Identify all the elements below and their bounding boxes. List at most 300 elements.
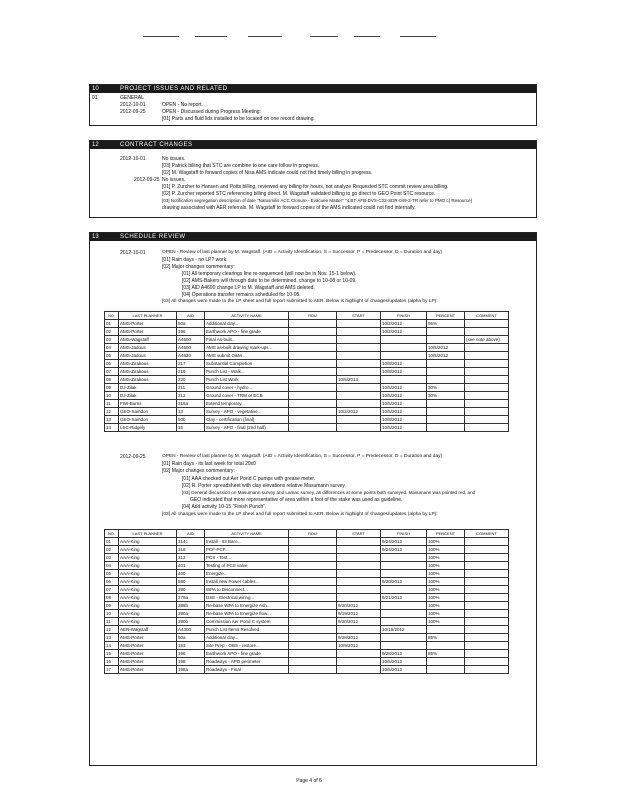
table-cell: 50a xyxy=(177,320,205,328)
section-title: SCHEDULE REVIEW xyxy=(120,234,186,240)
table-cell xyxy=(465,376,509,384)
table-cell: 318 xyxy=(177,546,205,554)
table-cell xyxy=(381,562,427,570)
table-row xyxy=(105,650,509,658)
table-cell: 13 xyxy=(177,408,205,416)
table-cell: AMS-Porter xyxy=(119,642,177,650)
table-cell xyxy=(427,416,465,424)
table-cell: AAA-King xyxy=(119,602,177,610)
table-header-row xyxy=(105,530,509,538)
table-cell xyxy=(465,610,509,618)
table-row xyxy=(105,626,509,634)
table-cell: 10 xyxy=(105,610,119,618)
table-row xyxy=(105,384,509,392)
table-cell xyxy=(465,562,509,570)
table-cell: 04 xyxy=(105,562,119,570)
table-row xyxy=(105,336,509,344)
entry-date: 2012-09-25 xyxy=(120,109,146,115)
table-cell xyxy=(289,344,337,352)
table-cell: 50a xyxy=(177,634,205,642)
table-cell xyxy=(289,328,337,336)
table-cell: A4600 xyxy=(177,344,205,352)
table-cell: 9/28/2012 xyxy=(381,650,427,658)
table-cell xyxy=(289,352,337,360)
table-cell xyxy=(465,408,509,416)
table-cell: 100% xyxy=(427,602,465,610)
table-cell: Ground cover - hydro... xyxy=(205,384,289,392)
lp-table-1 xyxy=(104,311,509,432)
table-cell xyxy=(289,384,337,392)
table-cell xyxy=(381,602,427,610)
table-row xyxy=(105,618,509,626)
table-cell xyxy=(289,320,337,328)
table-cell: 212 xyxy=(177,392,205,400)
table-cell: 100% xyxy=(427,570,465,578)
table-row xyxy=(105,392,509,400)
table-cell xyxy=(427,376,465,384)
table-cell: 10/2/2012 xyxy=(381,328,427,336)
table-cell: 198a xyxy=(177,666,205,674)
table-cell xyxy=(289,634,337,642)
table-cell xyxy=(465,578,509,586)
table-cell: 06 xyxy=(105,360,119,368)
table-cell: 12 xyxy=(105,408,119,416)
column-header: AID xyxy=(177,312,205,320)
table-cell: 04 xyxy=(105,344,119,352)
table-cell: AMS-Jadous xyxy=(119,352,177,360)
column-header: ACTIVITY NAME xyxy=(205,530,289,538)
table-row xyxy=(105,416,509,424)
entry-text: drawing associated with AER referrals. M. Wagstaff to forward copies of the AMS indicated could not find internally. xyxy=(162,205,416,211)
table-cell xyxy=(427,368,465,376)
table-row xyxy=(105,328,509,336)
table-row xyxy=(105,586,509,594)
table-cell xyxy=(465,650,509,658)
table-cell: 01 xyxy=(105,538,119,546)
table-cell xyxy=(427,626,465,634)
column-header: NO. xyxy=(105,530,119,538)
page-footer: Page 4 of 6 xyxy=(296,778,322,784)
table-cell: 183 xyxy=(177,642,205,650)
table-cell: (see note above) xyxy=(465,336,509,344)
table-cell: Substantial Completion xyxy=(205,360,289,368)
table-cell xyxy=(427,400,465,408)
table-cell xyxy=(381,344,427,352)
table-cell xyxy=(337,538,381,546)
table-row xyxy=(105,578,509,586)
table-cell: 10/9/2012 xyxy=(337,642,381,650)
table-cell: 13 xyxy=(105,634,119,642)
table-cell xyxy=(337,368,381,376)
table-cell: Re-base WPA to Energize flow... xyxy=(205,610,289,618)
column-header: LAST PLANNER xyxy=(119,530,177,538)
table-cell: AAA-King xyxy=(119,570,177,578)
column-header: PERCENT xyxy=(427,312,465,320)
table-cell: 12 xyxy=(105,626,119,634)
table-cell: Earthwork APO - fine grade xyxy=(205,328,289,336)
table-cell: 08 xyxy=(105,376,119,384)
table-cell: 312 xyxy=(177,554,205,562)
column-header: FINISH xyxy=(381,312,427,320)
section-10 xyxy=(89,84,537,126)
table-cell: 10/5/2012 xyxy=(427,344,465,352)
table-row xyxy=(105,610,509,618)
block-line: [01] AAA checked out Aer Pond C pumps with grease meter. xyxy=(182,476,316,482)
table-cell: Earthwork APO - fine grade xyxy=(205,650,289,658)
table-cell xyxy=(465,634,509,642)
table-cell xyxy=(337,554,381,562)
section-title: PROJECT ISSUES AND RELATED xyxy=(120,86,228,92)
table-cell: 10/5/2012 xyxy=(381,424,427,432)
table-cell xyxy=(289,666,337,674)
table-cell xyxy=(465,320,509,328)
table-cell: LEC-Ridgely xyxy=(119,424,177,432)
block-line: [02] Major changes commentary: xyxy=(162,468,235,474)
table-cell: 9/28/2012 xyxy=(337,634,381,642)
column-header: COMMENT xyxy=(465,312,509,320)
table-cell xyxy=(381,554,427,562)
table-cell: 10/5/2012 xyxy=(427,352,465,360)
table-cell: Site Prep - OBS - restore... xyxy=(205,642,289,650)
table-row xyxy=(105,562,509,570)
table-cell: Install - 03 Baro... xyxy=(205,538,289,546)
entry-text: [03] Notification segregation description of date "Natusmilis ACC Closure - Evacuee Matter" "4.BT-AFB-DVS-C22-SDR-049-2-TR refer to PMO c) Resource) xyxy=(162,198,473,203)
table-cell: 390a xyxy=(177,610,205,618)
table-cell: AMS-Porter xyxy=(119,666,177,674)
table-cell: AAA-King xyxy=(119,594,177,602)
table-cell: 08 xyxy=(105,594,119,602)
table-cell xyxy=(381,352,427,360)
table-cell: Install new Power cables... xyxy=(205,578,289,586)
table-cell xyxy=(337,400,381,408)
table-cell xyxy=(465,416,509,424)
table-cell xyxy=(381,376,427,384)
table-cell xyxy=(289,376,337,384)
entry-text: [01] Parts and fluid lids installed to be located on one record drawing. xyxy=(162,116,315,122)
table-cell: 10/15/2012 xyxy=(381,626,427,634)
table-cell: 211 xyxy=(177,384,205,392)
block-line: [02] R. Porter spreadsheet with clay elevations relative Masumann survey. xyxy=(182,483,346,489)
table-cell: 13 xyxy=(105,416,119,424)
table-cell: 05 xyxy=(105,352,119,360)
entry-date: 2012-10-01 xyxy=(120,156,146,162)
section-12 xyxy=(89,140,537,218)
column-header: COMMENT xyxy=(465,530,509,538)
table-cell xyxy=(289,562,337,570)
table-cell: PCS - Test... xyxy=(205,554,289,562)
table-row xyxy=(105,400,509,408)
table-cell: 9/24/2012 xyxy=(381,538,427,546)
table-cell: 85% xyxy=(427,634,465,642)
table-cell xyxy=(465,368,509,376)
table-cell: 100% xyxy=(427,578,465,586)
table-cell: AAA-King xyxy=(119,586,177,594)
table-cell: AAA-King xyxy=(119,562,177,570)
table-row xyxy=(105,554,509,562)
block-line: [03] AID A4600 change LP to M. Wagstaff and AMS deleted. xyxy=(182,285,315,291)
table-cell: 15 xyxy=(177,424,205,432)
table-cell xyxy=(465,328,509,336)
table-cell: AMS-Jadous xyxy=(119,344,177,352)
block-date: 2012-10-01 xyxy=(120,250,146,256)
table-cell xyxy=(337,666,381,674)
table-cell xyxy=(289,618,337,626)
column-header: START xyxy=(337,312,381,320)
table-cell: 390 xyxy=(177,586,205,594)
table-cell xyxy=(427,642,465,650)
table-cell: 03 xyxy=(105,336,119,344)
table-cell xyxy=(381,634,427,642)
table-cell: 100% xyxy=(427,562,465,570)
entry-text: OPEN - Discussed during Progress Meeting: xyxy=(162,109,261,115)
section-number: 12 xyxy=(92,142,99,148)
table-cell: 10/2/2012 xyxy=(381,320,427,328)
table-cell: 10/5/2012 xyxy=(381,658,427,666)
block-date: 2012-09-25 xyxy=(120,454,146,460)
table-cell xyxy=(289,570,337,578)
table-cell: AAA-King xyxy=(119,554,177,562)
table-cell: AAA-King xyxy=(119,578,177,586)
table-cell: Roadways - Final xyxy=(205,666,289,674)
table-cell: Additional clay... xyxy=(205,320,289,328)
table-cell: 401 xyxy=(177,562,205,570)
table-cell xyxy=(289,594,337,602)
table-cell: 01 xyxy=(105,320,119,328)
table-cell: Punch List - Walk... xyxy=(205,368,289,376)
table-row xyxy=(105,546,509,554)
table-cell xyxy=(427,336,465,344)
entry-text: OPEN - No report. xyxy=(162,102,203,108)
table-cell: 100% xyxy=(427,618,465,626)
table-cell: 196 xyxy=(177,328,205,336)
table-cell xyxy=(465,626,509,634)
table-cell: AAA-King xyxy=(119,546,177,554)
table-cell xyxy=(465,554,509,562)
table-cell xyxy=(465,618,509,626)
table-cell xyxy=(381,570,427,578)
table-row xyxy=(105,594,509,602)
table-cell: Survey - APO - final (2nd half) xyxy=(205,424,289,432)
table-row xyxy=(105,642,509,650)
table-cell: 06 xyxy=(105,578,119,586)
table-cell xyxy=(337,424,381,432)
table-cell xyxy=(337,328,381,336)
table-cell: 279a xyxy=(177,594,205,602)
table-cell: DJ-Zilak xyxy=(119,392,177,400)
table-cell: AMS-Zirakous xyxy=(119,360,177,368)
table-cell xyxy=(289,424,337,432)
table-cell: 09 xyxy=(105,602,119,610)
table-cell: 05 xyxy=(105,570,119,578)
entry-text: [02] P. Zurcher reported STC referencing billing direct. M. Wagstaff validated billing to go direct to GEO Point STC resource. xyxy=(162,191,436,197)
column-header: FINISH xyxy=(381,530,427,538)
table-cell: Punch List Items Resolved xyxy=(205,626,289,634)
table-cell: Re-base WPA to Energize Ash... xyxy=(205,602,289,610)
table-cell: 10/5/2012 xyxy=(381,666,427,674)
table-cell xyxy=(427,424,465,432)
table-cell: AMS-Porter xyxy=(119,634,177,642)
table-cell xyxy=(465,666,509,674)
table-cell xyxy=(289,602,337,610)
table-cell: 10/5/2012 xyxy=(381,392,427,400)
table-row xyxy=(105,538,509,546)
section-13-header xyxy=(90,233,536,241)
table-cell xyxy=(337,594,381,602)
table-cell: 100% xyxy=(427,586,465,594)
table-cell: Survey - APO - vegetative... xyxy=(205,408,289,416)
section-title: CONTRACT CHANGES xyxy=(120,142,193,148)
table-row xyxy=(105,368,509,376)
block-line: OPEN - Review of last planner by M. Wagstaff. (AID = Activity Identification, S = Successor, P = Predecessor, D = Duration and day) xyxy=(162,454,443,459)
table-cell: 50b xyxy=(177,416,205,424)
table-cell: 09 xyxy=(105,384,119,392)
table-cell xyxy=(289,658,337,666)
section-number: 10 xyxy=(92,86,99,92)
table-cell: 11 xyxy=(105,400,119,408)
column-header: ACTIVITY NAME xyxy=(205,312,289,320)
table-cell: AAA-King xyxy=(119,610,177,618)
table-cell xyxy=(465,538,509,546)
table-cell: AMS as-built drawing mark-ups... xyxy=(205,344,289,352)
entry-text: No issues. xyxy=(162,177,186,183)
table-cell: WPA to Disconnect... xyxy=(205,586,289,594)
table-cell xyxy=(465,392,509,400)
table-row xyxy=(105,424,509,432)
table-cell xyxy=(381,610,427,618)
table-cell xyxy=(289,626,337,634)
table-cell xyxy=(337,578,381,586)
column-header: START xyxy=(337,530,381,538)
section-13 xyxy=(89,232,537,766)
table-cell xyxy=(465,400,509,408)
section-10-header xyxy=(90,85,536,93)
column-header: NO. xyxy=(105,312,119,320)
table-cell xyxy=(337,320,381,328)
table-cell xyxy=(337,416,381,424)
table-cell: 10 xyxy=(105,392,119,400)
section-12-header xyxy=(90,141,536,149)
table-cell: 16 xyxy=(105,658,119,666)
table-cell xyxy=(337,384,381,392)
table-cell xyxy=(337,658,381,666)
table-cell: Testing of PCS valve xyxy=(205,562,289,570)
table-cell xyxy=(465,642,509,650)
block-line: [04] Add activity 10-15 "Finish Punch". xyxy=(182,504,267,510)
table-row xyxy=(105,570,509,578)
table-cell: 580 xyxy=(177,578,205,586)
table-cell: 10/2/2012 xyxy=(337,408,381,416)
block-line: [01] Rain days - its last week for total 20x0 xyxy=(162,461,256,467)
table-cell xyxy=(337,392,381,400)
table-row xyxy=(105,320,509,328)
table-cell: GEO-Saindon xyxy=(119,408,177,416)
table-cell: AMS-Zirakous xyxy=(119,376,177,384)
block-line: [03] General discussion on Masumann survey and Lamac survey, as differences at some points both surveyed. Masumann was pointed red, and xyxy=(182,490,476,495)
table-cell xyxy=(289,360,337,368)
table-cell xyxy=(465,586,509,594)
table-cell: Punch List Work xyxy=(205,376,289,384)
table-cell xyxy=(337,546,381,554)
table-cell xyxy=(465,360,509,368)
table-cell: Roadways - APO perimeter xyxy=(205,658,289,666)
table-cell: 10/8/2012 xyxy=(381,416,427,424)
lp-table-2 xyxy=(104,529,509,674)
table-cell: 390b xyxy=(177,618,205,626)
table-cell xyxy=(465,424,509,432)
table-row xyxy=(105,634,509,642)
table-cell: 10/5/2012 xyxy=(381,408,427,416)
entry-text: [02] M. Wagstaff to forward copies of Nisa AMS indicate could not find timely billing in progress. xyxy=(162,170,373,176)
table-cell xyxy=(337,586,381,594)
table-cell: AAA-King xyxy=(119,618,177,626)
block-line: [02] Major changes commentary: xyxy=(162,264,235,270)
table-cell: 314c xyxy=(177,538,205,546)
table-row xyxy=(105,408,509,416)
table-cell xyxy=(289,392,337,400)
table-cell: 17 xyxy=(105,666,119,674)
table-cell: 100% xyxy=(427,554,465,562)
table-cell: AMS-Zirakous xyxy=(119,368,177,376)
table-cell: 9/20/2012 xyxy=(337,602,381,610)
table-cell: 11 xyxy=(105,618,119,626)
table-cell: 100% xyxy=(427,594,465,602)
block-line: [01] All temporary clearings line re-sequenced (will now be in Nov. 15-1 below). xyxy=(182,271,357,277)
table-cell xyxy=(289,554,337,562)
table-cell: FWI-Burns xyxy=(119,400,177,408)
table-cell: 400 xyxy=(177,570,205,578)
table-cell xyxy=(289,610,337,618)
table-cell: DJ-Zilak xyxy=(119,384,177,392)
table-cell xyxy=(427,328,465,336)
table-cell: 07 xyxy=(105,586,119,594)
table-cell xyxy=(427,360,465,368)
table-cell: 03 xyxy=(105,554,119,562)
table-cell: 02 xyxy=(105,546,119,554)
table-cell: 95% xyxy=(427,320,465,328)
table-cell: 198 xyxy=(177,658,205,666)
block-line: [03] All changes were made to the LP sheet and full report submitted to AER. Below is highlight of changes/updates (alpha by LP): xyxy=(162,512,438,517)
block-line: GEO indicated that more representative of area within a foot of the stake was used as guideline. xyxy=(190,497,403,503)
table-cell xyxy=(289,416,337,424)
table-cell xyxy=(289,336,337,344)
table-cell xyxy=(381,586,427,594)
table-cell: Commission Aer Pond C system xyxy=(205,618,289,626)
block-line: [04] Operations transfer remains scheduled for 10-05. xyxy=(182,292,301,298)
table-cell: Clay - certification (final) xyxy=(205,416,289,424)
table-cell xyxy=(465,658,509,666)
column-header: LAST PLANNER xyxy=(119,312,177,320)
table-cell: 10/8/2012 xyxy=(381,368,427,376)
table-cell: AMS submit O&M ... xyxy=(205,352,289,360)
table-cell: 9/19/2012 xyxy=(337,610,381,618)
table-cell xyxy=(337,626,381,634)
table-cell xyxy=(465,546,509,554)
table-cell: Energize... xyxy=(205,570,289,578)
entry-text: No issues. xyxy=(162,156,186,162)
column-header: AID xyxy=(177,530,205,538)
entry-text: [03] Patrick billing that STC are combine to one care follow in progress. xyxy=(162,163,320,169)
table-cell xyxy=(289,408,337,416)
table-cell: AMS-Porter xyxy=(119,328,177,336)
subsection-number: 01 xyxy=(92,95,98,101)
table-cell: Ground cover - TRM or ECB xyxy=(205,392,289,400)
column-header: RDU xyxy=(289,530,337,538)
table-row xyxy=(105,376,509,384)
table-cell: PCF-PCF... xyxy=(205,546,289,554)
table-cell: Extend temporary... xyxy=(205,400,289,408)
table-cell xyxy=(337,650,381,658)
table-cell: 9/21/2012 xyxy=(381,594,427,602)
